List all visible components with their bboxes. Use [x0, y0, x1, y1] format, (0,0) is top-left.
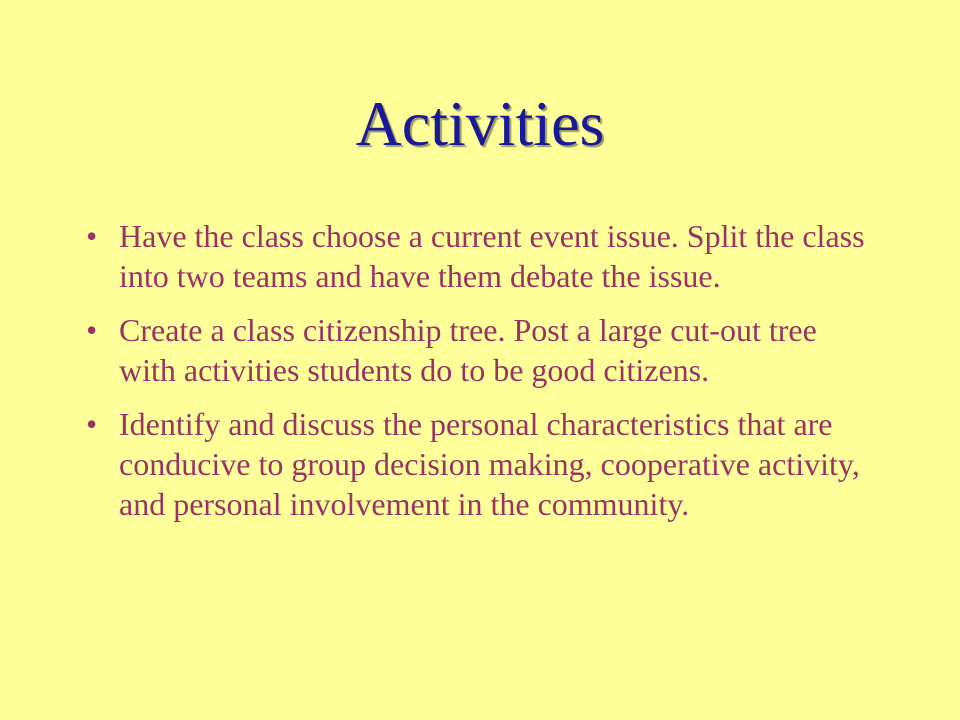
slide-title: Activities: [355, 88, 605, 159]
bullet-dot-icon: •: [86, 218, 98, 254]
bullet-item: [86, 310, 876, 390]
bullet-text: Create a class citizenship tree. Post a large cut-out tree with activities students do to be good citizens.: [119, 312, 817, 388]
bullet-dot-icon: •: [86, 406, 98, 442]
bullet-item: [86, 404, 876, 524]
bullet-text: Have the class choose a current event issue. Split the class into two teams and have them debate the issue.: [119, 218, 865, 294]
bullet-item: [86, 216, 876, 296]
bullet-text: Identify and discuss the personal characteristics that are conducive to group decision making, cooperative activity, and personal involvement in the community.: [119, 406, 860, 522]
bullet-list: [86, 216, 876, 538]
bullet-dot-icon: •: [86, 312, 98, 348]
